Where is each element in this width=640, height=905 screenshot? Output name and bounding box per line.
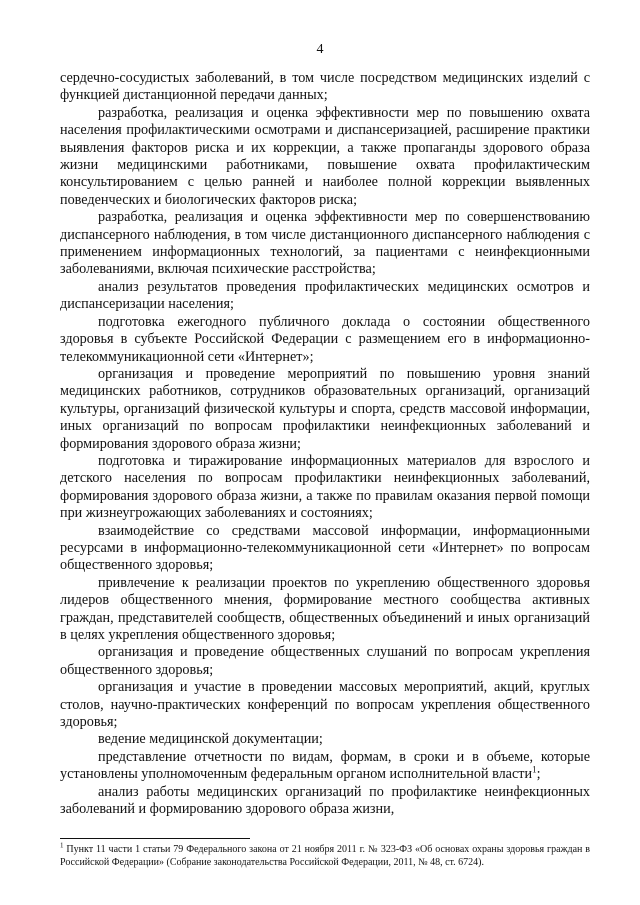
paragraph-tail: ; — [536, 766, 541, 783]
paragraph: ведение медицинской документации; — [98, 731, 323, 748]
paragraph-text: представление отчетности по видам, формам, в сроки и в объеме, которые установлены уполномоченным федеральным органом исполнительной власти — [60, 748, 590, 783]
paragraph: организация и проведение общественных слушаний по вопросам укрепления общественного здоровья; — [60, 644, 590, 678]
paragraph: подготовка и тиражирование информационных материалов для взрослого и детского населения по вопросам профилактики неинфекционных заболеваний, формирования здорового образа жизни, а также по правилам оказания первой помощи при жизнеугрожающих заболеваниях и состояниях; — [60, 452, 590, 522]
paragraph: сердечно-сосудистых заболеваний, в том числе посредством медицинских изделий с функцией дистанционной передачи данных; — [60, 70, 590, 104]
paragraph: организация и участие в проведении массовых мероприятий, акций, круглых столов, научно-практических конференций по вопросам укрепления общественного здоровья; — [60, 679, 590, 731]
footnote-marker: 1 — [60, 841, 64, 850]
body-text — [60, 70, 590, 818]
paragraph: анализ работы медицинских организаций по профилактике неинфекционных заболеваний и формированию здорового образа жизни, — [60, 783, 590, 818]
paragraph-with-footnote — [60, 749, 590, 784]
footnote-separator — [60, 838, 250, 839]
footnote-text: Пункт 11 части 1 статьи 79 Федерального закона от 21 ноября 2011 г. № 323-ФЗ «Об основах охраны здоровья граждан в Российской Федерации» (Собрание законодательства Российской Федерации, 2011, № 48, ст. 6724). — [60, 844, 590, 868]
footnote — [60, 843, 590, 869]
paragraph: взаимодействие со средствами массовой информации, информационными ресурсами в информационно-телекоммуникационной сети «Интернет» по вопросам общественного здоровья; — [60, 522, 590, 574]
page-number: 4 — [316, 42, 324, 57]
paragraph: подготовка ежегодного публичного доклада о состоянии общественного здоровья в субъекте Российской Федерации с размещением его в информационно-телекоммуникационной сети «Интернет»; — [60, 313, 590, 365]
paragraph: разработка, реализация и оценка эффективности мер по повышению охвата населения профилактическими осмотрами и диспансеризацией, расширение практики выявления факторов риска и их коррекции, а также пропаганды здорового образа жизни медицинскими работниками, повышение охвата профилактическим консультированием с целью ранней и наиболее полной коррекции выявленных поведенческих и биологических факторов риска; — [60, 104, 590, 208]
paragraph: организация и проведение мероприятий по повышению уровня знаний медицинских работников, сотрудников образовательных организаций, организаций культуры, организаций физической культуры и спорта, средств массовой информации, иных организаций по вопросам профилактики неинфекционных заболеваний и формирования здорового образа жизни; — [60, 365, 590, 452]
paragraph: привлечение к реализации проектов по укреплению общественного здоровья лидеров общественного мнения, формирование местного сообщества активных граждан, представителей сообществ, общественных объединений и иных организаций в целях укрепления общественного здоровья; — [60, 574, 590, 643]
paragraph: анализ результатов проведения профилактических медицинских осмотров и диспансеризации населения; — [60, 278, 590, 313]
paragraph: разработка, реализация и оценка эффективности мер по совершенствованию диспансерного наблюдения, в том числе дистанционного диспансерного наблюдения с применением информационных технологий, за пациентами с неинфекционными заболеваниями, включая психические расстройства; — [60, 209, 590, 278]
footnote-reference[interactable]: 1 — [532, 764, 537, 775]
